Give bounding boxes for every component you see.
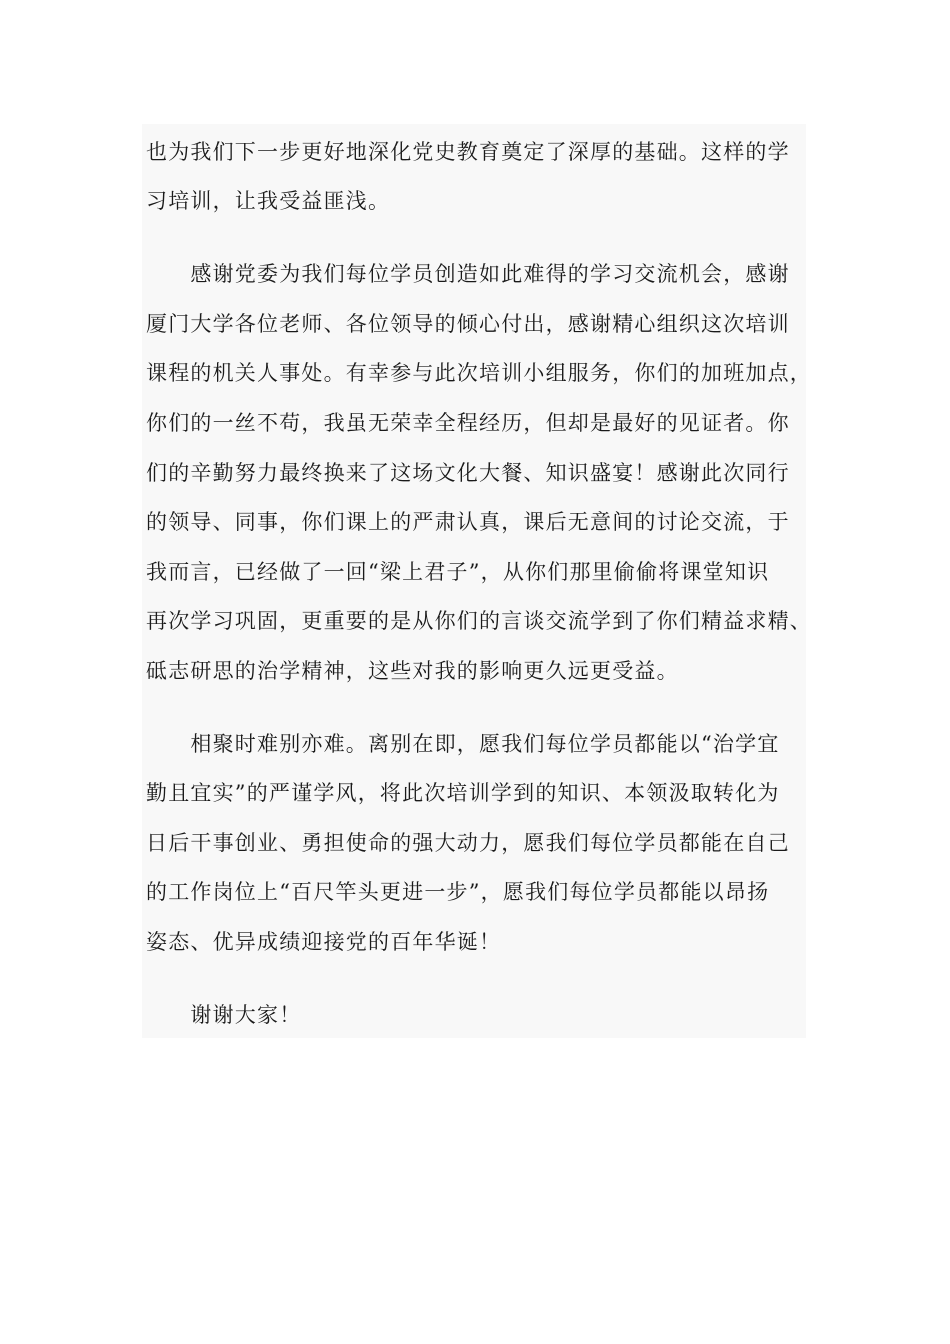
paragraph-3-line-5: 姿态、优异成绩迎接党的百年华诞！ [146,930,502,954]
paragraph-2-line-2: 厦门大学各位老师、各位领导的倾心付出，感谢精心组织这次培训 [146,312,790,336]
paragraph-3-line-4: 的工作岗位上“百尺竿头更进一步”，愿我们每位学员都能以昂扬 [146,880,770,904]
paragraph-1-line-1: 也为我们下一步更好地深化党史教育奠定了深厚的基础。这样的学 [146,140,790,164]
paragraph-2-line-9: 砥志研思的治学精神，这些对我的影响更久远更受益。 [146,659,679,683]
paragraph-2-line-1: 感谢党委为我们每位学员创造如此难得的学习交流机会，感谢 [146,262,790,286]
paragraph-3-line-1: 相聚时难别亦难。离别在即，愿我们每位学员都能以“治学宜 [146,732,780,756]
paragraph-2-line-8: 再次学习巩固，更重要的是从你们的言谈交流学到了你们精益求精、 [146,609,812,633]
paragraph-3-line-3: 日后干事创业、勇担使命的强大动力，愿我们每位学员都能在自己 [146,831,790,855]
paragraph-2-line-7: 我而言，已经做了一回“梁上君子”，从你们那里偷偷将课堂知识 [146,560,770,584]
paragraph-2-line-4: 你们的一丝不苟，我虽无荣幸全程经历，但却是最好的见证者。你 [146,411,790,435]
paragraph-1-line-2: 习培训，让我受益匪浅。 [146,189,391,213]
paragraph-2-line-5: 们的辛勤努力最终换来了这场文化大餐、知识盛宴！感谢此次同行 [146,461,790,485]
paragraph-2-line-3: 课程的机关人事处。有幸参与此次培训小组服务，你们的加班加点， [146,361,812,385]
paragraph-3-line-2: 勤且宜实”的严谨学风，将此次培训学到的知识、本领汲取转化为 [146,781,780,805]
closing-line: 谢谢大家！ [146,1003,302,1027]
paragraph-2-line-6: 的领导、同事，你们课上的严肃认真，课后无意间的讨论交流，于 [146,510,790,534]
